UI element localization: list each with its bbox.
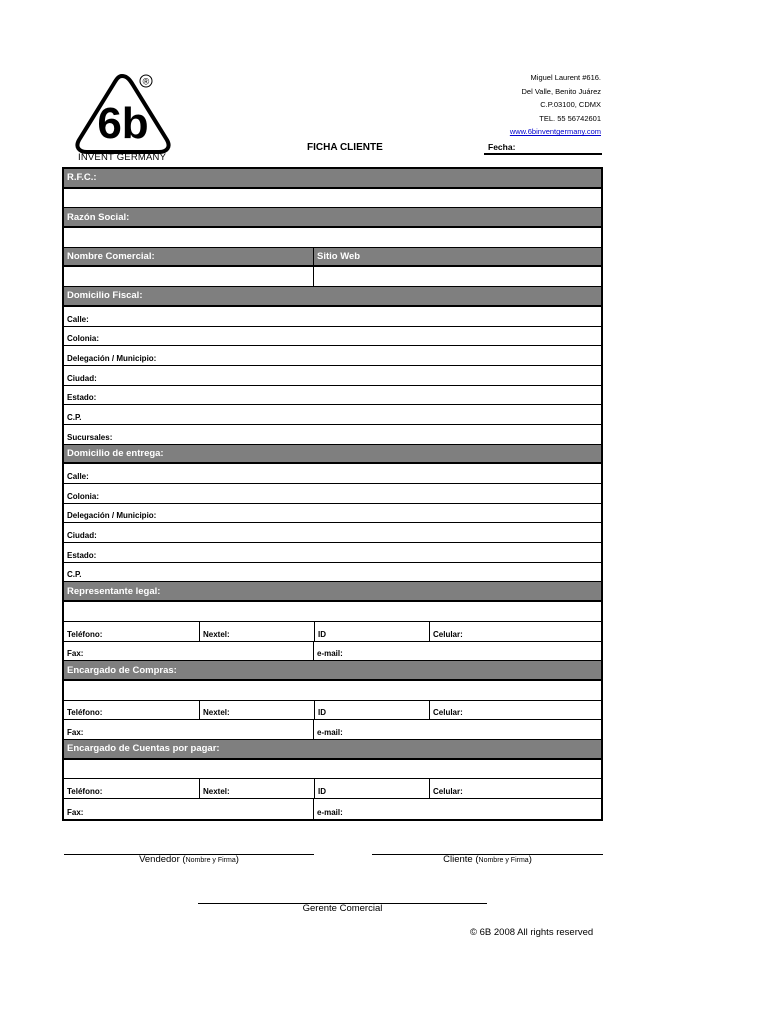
form-row (64, 366, 601, 386)
field-label-cell[interactable]: Delegación / Municipio: (67, 511, 157, 521)
form-row (64, 484, 601, 504)
field-label-cell[interactable]: Celular: (429, 622, 601, 641)
form-row (64, 543, 601, 563)
address-line: Del Valle, Benito Juárez (521, 86, 601, 96)
field-label-cell[interactable]: Sucursales: (67, 432, 113, 442)
field-label-cell[interactable]: e-mail: (313, 799, 601, 819)
address-line: Miguel Laurent #616. (530, 73, 601, 82)
field-input-cell[interactable] (313, 267, 601, 286)
field-input-cell[interactable] (64, 760, 601, 779)
field-label-cell[interactable]: e-mail: (313, 642, 601, 661)
field-input-cell[interactable] (64, 228, 601, 247)
form-row (64, 327, 601, 347)
form-row (64, 189, 601, 209)
form-row (64, 681, 601, 701)
section-header-label: Domicilio Fiscal: (67, 290, 143, 302)
field-label-cell[interactable]: Teléfono: (67, 629, 103, 639)
cliente-signature-label: Cliente (Nombre y Firma) (443, 854, 532, 865)
section-header-label: Representante legal: (67, 585, 161, 597)
field-label-cell[interactable]: e-mail: (313, 720, 601, 739)
field-label-cell[interactable]: Nextel: (199, 622, 314, 641)
form-row (64, 267, 601, 287)
section-header-label: Encargado de Compras: (67, 664, 177, 676)
field-label-cell[interactable]: C.P. (67, 412, 82, 422)
form-row (64, 405, 601, 425)
phone-line: TEL. 55 56742601 (539, 113, 601, 123)
field-label-cell[interactable]: Ciudad: (67, 531, 97, 541)
section-header-label: R.F.C.: (67, 172, 97, 184)
section-header-label: Sitio Web (313, 248, 601, 266)
form-row (64, 386, 601, 406)
section-header-label: Nombre Comercial: (67, 251, 155, 263)
form-row (64, 622, 601, 642)
section-header (64, 740, 601, 760)
section-header (64, 445, 601, 465)
form-row (64, 760, 601, 780)
field-input-cell[interactable] (64, 602, 601, 621)
field-label-cell[interactable]: Delegación / Municipio: (67, 353, 157, 363)
field-label-cell[interactable]: Colonia: (67, 334, 99, 344)
field-label-cell[interactable]: Estado: (67, 393, 97, 403)
field-label-cell[interactable]: Calle: (67, 472, 89, 481)
field-label-cell[interactable]: Colonia: (67, 491, 99, 501)
section-header (64, 661, 601, 681)
field-label-cell[interactable]: Teléfono: (67, 708, 103, 718)
form-row (64, 464, 601, 484)
field-label-cell[interactable]: ID (314, 622, 429, 641)
section-header (64, 248, 601, 268)
form-title: FICHA CLIENTE (307, 142, 383, 153)
field-label-cell[interactable]: Celular: (429, 701, 601, 720)
form-row (64, 779, 601, 799)
address-line: C.P.03100, CDMX (540, 100, 601, 110)
form-row (64, 720, 601, 740)
field-label-cell[interactable]: Nextel: (199, 779, 314, 798)
section-header-label: Domicilio de entrega: (67, 447, 164, 459)
form-row (64, 642, 601, 662)
field-label-cell[interactable]: C.P. (67, 570, 82, 580)
field-label-cell[interactable]: Ciudad: (67, 373, 97, 383)
field-label-cell[interactable]: Fax: (67, 649, 84, 659)
field-label-cell[interactable]: Estado: (67, 550, 97, 560)
field-input-cell[interactable] (64, 267, 313, 286)
section-header-label: Razón Social: (67, 211, 130, 223)
copyright-notice: © 6B 2008 All rights reserved (470, 927, 594, 938)
section-header-label: Encargado de Cuentas por pagar: (67, 743, 220, 755)
section-header (64, 208, 601, 228)
website-link[interactable]: www.6binventgermany.com (509, 127, 601, 137)
field-label-cell[interactable]: Calle: (67, 314, 89, 324)
form-row (64, 346, 601, 366)
vendedor-signature-label: Vendedor (Nombre y Firma) (139, 854, 239, 865)
form-row (64, 504, 601, 524)
section-header (64, 582, 601, 602)
registered-mark: ® (142, 76, 150, 87)
field-label-cell[interactable]: ID (314, 779, 429, 798)
form-row (64, 228, 601, 248)
form-row (64, 523, 601, 543)
field-label-cell[interactable]: Fax: (67, 727, 84, 737)
field-label-cell[interactable]: Nextel: (199, 701, 314, 720)
form-row (64, 307, 601, 327)
client-form-table (62, 167, 603, 821)
company-logo (74, 72, 174, 164)
field-input-cell[interactable] (64, 681, 601, 700)
company-address (510, 71, 601, 139)
form-row (64, 602, 601, 622)
logo-caption: INVENT GERMANY (78, 152, 167, 163)
form-row (64, 425, 601, 445)
logo-mark: 6b (97, 99, 149, 148)
form-row (64, 799, 601, 819)
form-row (64, 701, 601, 721)
gerente-signature-label: Gerente Comercial (302, 903, 383, 914)
field-label-cell[interactable]: Teléfono: (67, 787, 103, 796)
form-row (64, 563, 601, 583)
date-field[interactable]: Fecha: (484, 142, 602, 155)
field-label-cell[interactable]: ID (314, 701, 429, 720)
field-label-cell[interactable]: Fax: (67, 807, 84, 817)
section-header (64, 169, 601, 189)
section-header (64, 287, 601, 307)
field-input-cell[interactable] (64, 189, 601, 208)
field-label-cell[interactable]: Celular: (429, 779, 601, 798)
